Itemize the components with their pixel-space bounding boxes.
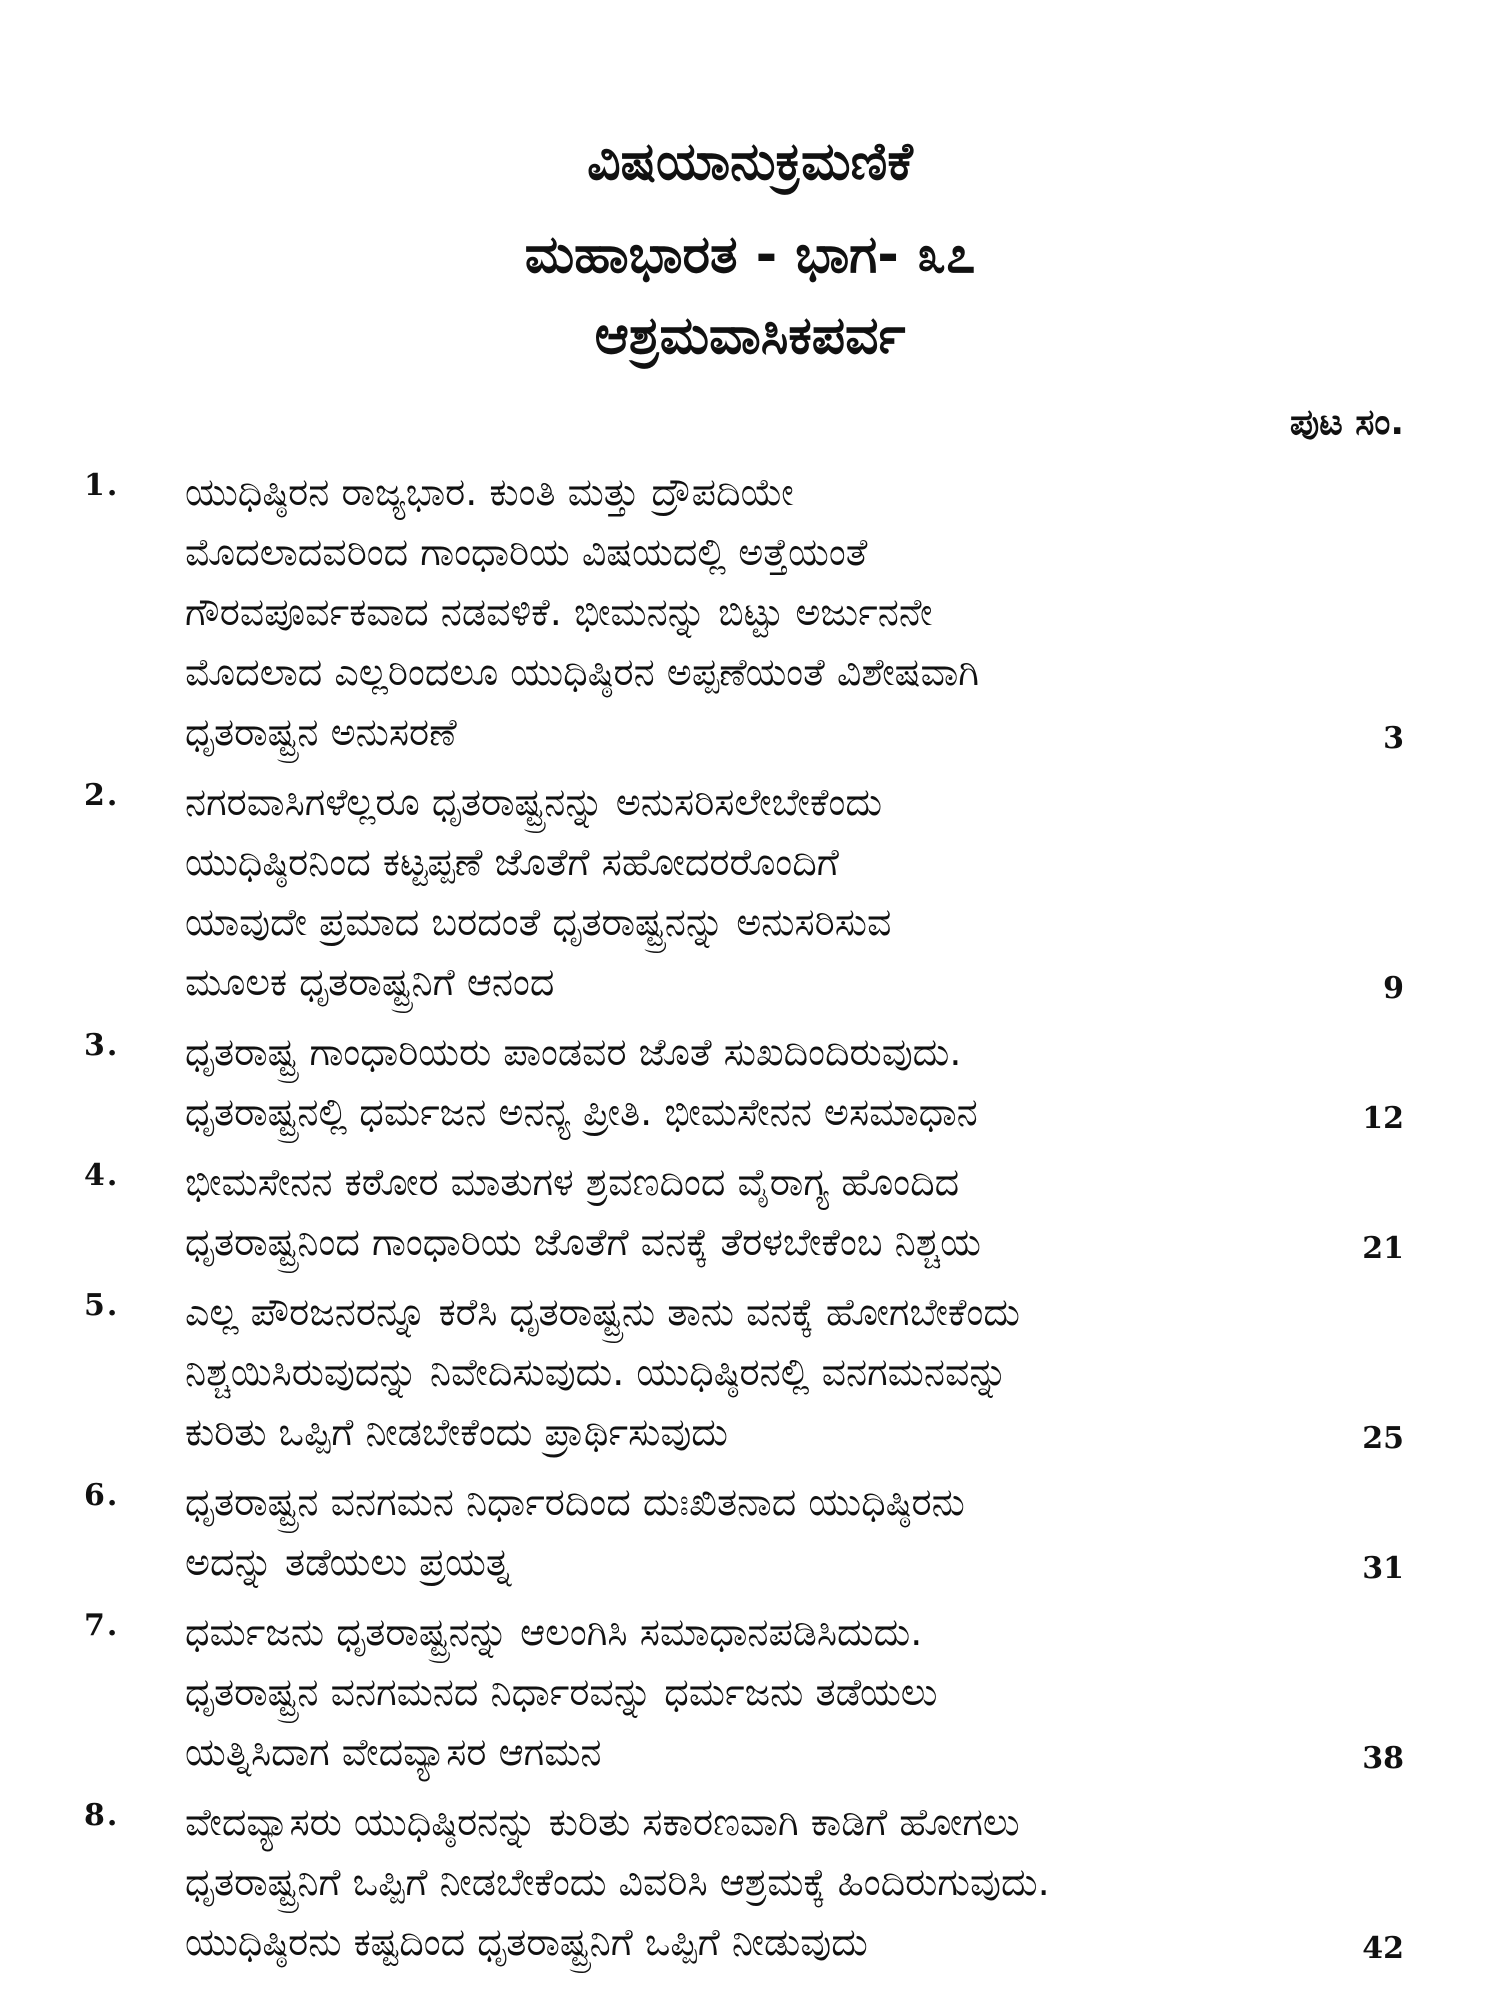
page-number-column-label: ಪುಟ ಸಂ. [1289,402,1404,443]
toc-entry-line: ಧರ್ಮಜನು ಧೃತರಾಷ್ಟ್ರನನ್ನು ಆಲಂಗಿಸಿ ಸಮಾಧಾನಪಡಿಸಿದುದು. [185,1610,923,1654]
toc-entry-page: 25 [1362,1421,1404,1456]
toc-entry-number: 6. [84,1478,120,1513]
toc-entry-line: ಯತ್ನಿಸಿದಾಗ ವೇದವ್ಯಾಸರ ಆಗಮನ [185,1730,602,1774]
toc-entry-line: ನಿಶ್ಚಯಿಸಿರುವುದನ್ನು ನಿವೇದಿಸುವುದು. ಯುಧಿಷ್ಠಿರನಲ್ಲಿ ವನಗಮನವನ್ನು [185,1350,1008,1394]
toc-entry-number: 2. [84,778,120,813]
toc-entry [0,1602,1500,1782]
page-title: ವಿಷಯಾನುಕ್ರಮಣಿಕೆ [587,132,913,192]
toc-entry-line: ಗೌರವಪೂರ್ವಕವಾದ ನಡವಳಿಕೆ. ಭೀಮನನ್ನು ಬಿಟ್ಟು ಅರ್ಜುನನೇ [185,590,933,634]
toc-entry-line: ಎಲ್ಲ ಪೌರಜನರನ್ನೂ ಕರೆಸಿ ಧೃತರಾಷ್ಟ್ರನು ತಾನು ವನಕ್ಕೆ ಹೋಗಬೇಕೆಂದು [185,1290,1020,1334]
toc-entry-page: 21 [1362,1231,1404,1266]
toc-entry [0,1792,1500,1972]
toc-entry-line: ಮೊದಲಾದ ಎಲ್ಲರಿಂದಲೂ ಯುಧಿಷ್ಠಿರನ ಅಪ್ಪಣೆಯಂತೆ ವಿಶೇಷವಾಗಿ [185,650,980,694]
toc-entry-page: 12 [1362,1101,1404,1136]
toc-entry-number: 8. [84,1798,120,1833]
toc-entry-line: ಧೃತರಾಷ್ಟ್ರನ ವನಗಮನ ನಿರ್ಧಾರದಿಂದ ದುಃಖಿತನಾದ ಯುಧಿಷ್ಠಿರನು [185,1480,965,1524]
toc-entry-line: ಧೃತರಾಷ್ಟ್ರನ ವನಗಮನದ ನಿರ್ಧಾರವನ್ನು ಧರ್ಮಜನು ತಡೆಯಲು [185,1670,938,1714]
toc-entry-line: ಮೊದಲಾದವರಿಂದ ಗಾಂಧಾರಿಯ ವಿಷಯದಲ್ಲಿ ಅತ್ತೆಯಂತೆ [185,530,868,574]
toc-entry-line: ಧೃತರಾಷ್ಟ್ರನಿಗೆ ಒಪ್ಪಿಗೆ ನೀಡಬೇಕೆಂದು ವಿವರಿಸಿ ಆಶ್ರಮಕ್ಕೆ ಹಿಂದಿರುಗುವುದು. [185,1860,1050,1904]
toc-entry-line: ಅದನ್ನು ತಡೆಯಲು ಪ್ರಯತ್ನ [185,1540,512,1584]
toc-entry-number: 4. [84,1158,120,1193]
toc-entry-page: 9 [1383,971,1404,1006]
toc-entry [0,1022,1500,1142]
toc-entry-line: ಕುರಿತು ಒಪ್ಪಿಗೆ ನೀಡಬೇಕೆಂದು ಪ್ರಾರ್ಥಿಸುವುದು [185,1410,728,1454]
toc-entry-page: 3 [1383,721,1404,756]
toc-entry [0,1152,1500,1272]
section-title: ಆಶ್ರಮವಾಸಿಕಪರ್ವ [594,306,906,366]
toc-entry-number: 7. [84,1608,120,1643]
toc-entry-line: ಯುಧಿಷ್ಠಿರನು ಕಷ್ಟದಿಂದ ಧೃತರಾಷ್ಟ್ರನಿಗೆ ಒಪ್ಪಿಗೆ ನೀಡುವುದು [185,1920,868,1964]
toc-entry-line: ವೇದವ್ಯಾಸರು ಯುಧಿಷ್ಠಿರನನ್ನು ಕುರಿತು ಸಕಾರಣವಾಗಿ ಕಾಡಿಗೆ ಹೋಗಲು [185,1800,1020,1844]
toc-entry-line: ಯುಧಿಷ್ಠಿರನ ರಾಜ್ಯಭಾರ. ಕುಂತಿ ಮತ್ತು ದ್ರೌಪದಿಯೇ [185,470,794,514]
toc-entry-number: 3. [84,1028,120,1063]
toc-entry [0,462,1500,762]
toc-entry-line: ಧೃತರಾಷ್ಟ್ರನಲ್ಲಿ ಧರ್ಮಜನ ಅನನ್ಯ ಪ್ರೀತಿ. ಭೀಮಸೇನನ ಅಸಮಾಧಾನ [185,1090,978,1134]
toc-entry-line: ಧೃತರಾಷ್ಟ್ರ ಗಾಂಧಾರಿಯರು ಪಾಂಡವರ ಜೊತೆ ಸುಖದಿಂದಿರುವುದು. [185,1030,962,1074]
toc-entry-line: ಯುಧಿಷ್ಠಿರನಿಂದ ಕಟ್ಟಪ್ಪಣೆ ಜೊತೆಗೆ ಸಹೋದರರೊಂದಿಗೆ [185,840,839,884]
toc-entry-line: ನಗರವಾಸಿಗಳೆಲ್ಲರೂ ಧೃತರಾಷ್ಟ್ರನನ್ನು ಅನುಸರಿಸಲೇಬೇಕೆಂದು [185,780,883,824]
toc-entry-line: ಮೂಲಕ ಧೃತರಾಷ್ಟ್ರನಿಗೆ ಆನಂದ [185,960,555,1004]
book-subtitle: ಮಹಾಭಾರತ - ಭಾಗ- ೩೭ [524,225,976,285]
title-block [0,130,1500,369]
toc-entry-line: ಧೃತರಾಷ್ಟ್ರನ ಅನುಸರಣೆ [185,710,457,754]
toc-entry-page: 42 [1362,1931,1404,1966]
toc-entry-line: ಧೃತರಾಷ್ಟ್ರನಿಂದ ಗಾಂಧಾರಿಯ ಜೊತೆಗೆ ವನಕ್ಕೆ ತೆರಳಬೇಕೆಂಬ ನಿಶ್ಚಯ [185,1220,982,1264]
toc-entry-line: ಭೀಮಸೇನನ ಕಠೋರ ಮಾತುಗಳ ಶ್ರವಣದಿಂದ ವೈರಾಗ್ಯ ಹೊಂದಿದ [185,1160,960,1204]
toc-entry [0,1472,1500,1592]
toc-entry [0,772,1500,1012]
toc-entry-page: 31 [1362,1551,1404,1586]
toc-entry [0,1282,1500,1462]
toc-entry-line: ಯಾವುದೇ ಪ್ರಮಾದ ಬರದಂತೆ ಧೃತರಾಷ್ಟ್ರನನ್ನು ಅನುಸರಿಸುವ [185,900,892,944]
table-of-contents [0,462,1500,1972]
toc-entry-number: 5. [84,1288,120,1323]
toc-entry-number: 1. [84,468,120,503]
toc-entry-page: 38 [1362,1741,1404,1776]
